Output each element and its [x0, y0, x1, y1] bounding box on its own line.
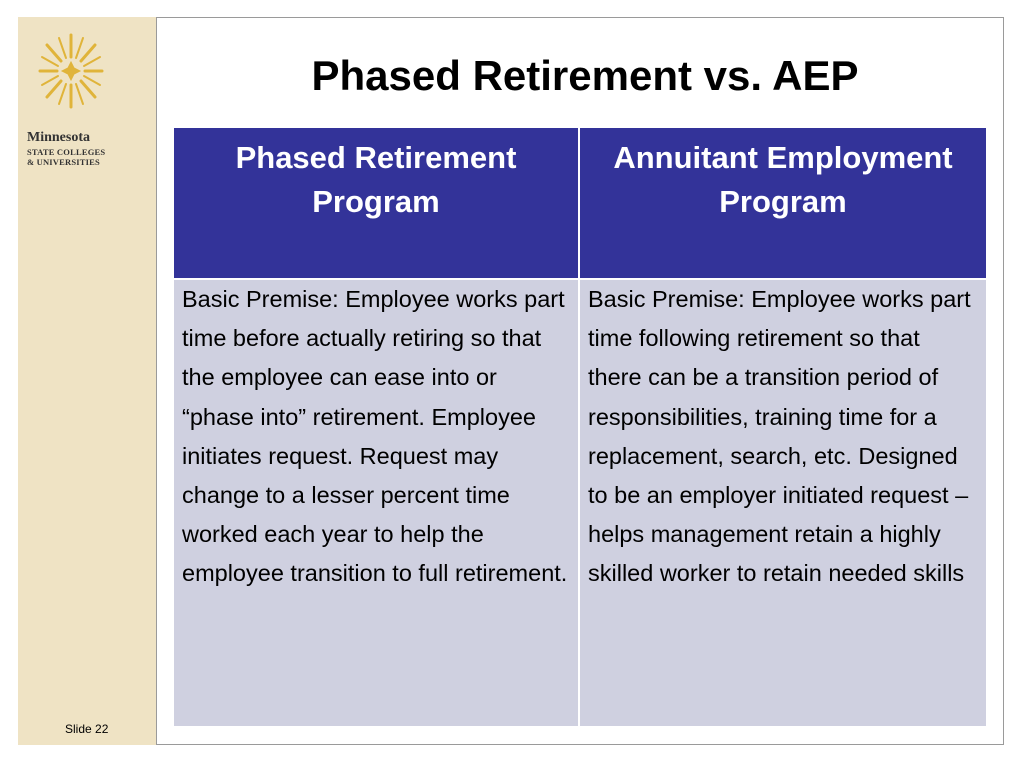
logo-name-line1: Minnesota [27, 130, 90, 145]
sidebar [18, 17, 157, 745]
logo-wordmark [27, 131, 137, 166]
logo-name-line3: & UNIVERSITIES [27, 156, 100, 167]
slide-title: Phased Retirement vs. AEP [311, 52, 859, 99]
star-logo-icon [38, 31, 104, 111]
cell-annuitant-employment-premise: Basic Premise: Employee works part time following retirement so that there can be a transition period of responsibilities, training time for a replacement, search, etc. Designed to be an employer initiated request – helps management retain a highly skilled worker to retain needed skills [579, 279, 987, 727]
table-header-row [173, 127, 987, 279]
header-annuitant-employment: Annuitant Employment Program [579, 127, 987, 279]
table-row [173, 279, 987, 727]
comparison-table [172, 126, 988, 728]
slide-number: Slide 22 [65, 722, 109, 736]
cell-phased-retirement-premise: Basic Premise: Employee works part time before actually retiring so that the employee can ease into or “phase into” retirement. Employee initiates request. Request may change to a lesser percent time worked each year to help the employee transition to full retirement. [173, 279, 579, 727]
logo-name-line2: STATE COLLEGES [27, 147, 106, 157]
header-phased-retirement: Phased Retirement Program [173, 127, 579, 279]
